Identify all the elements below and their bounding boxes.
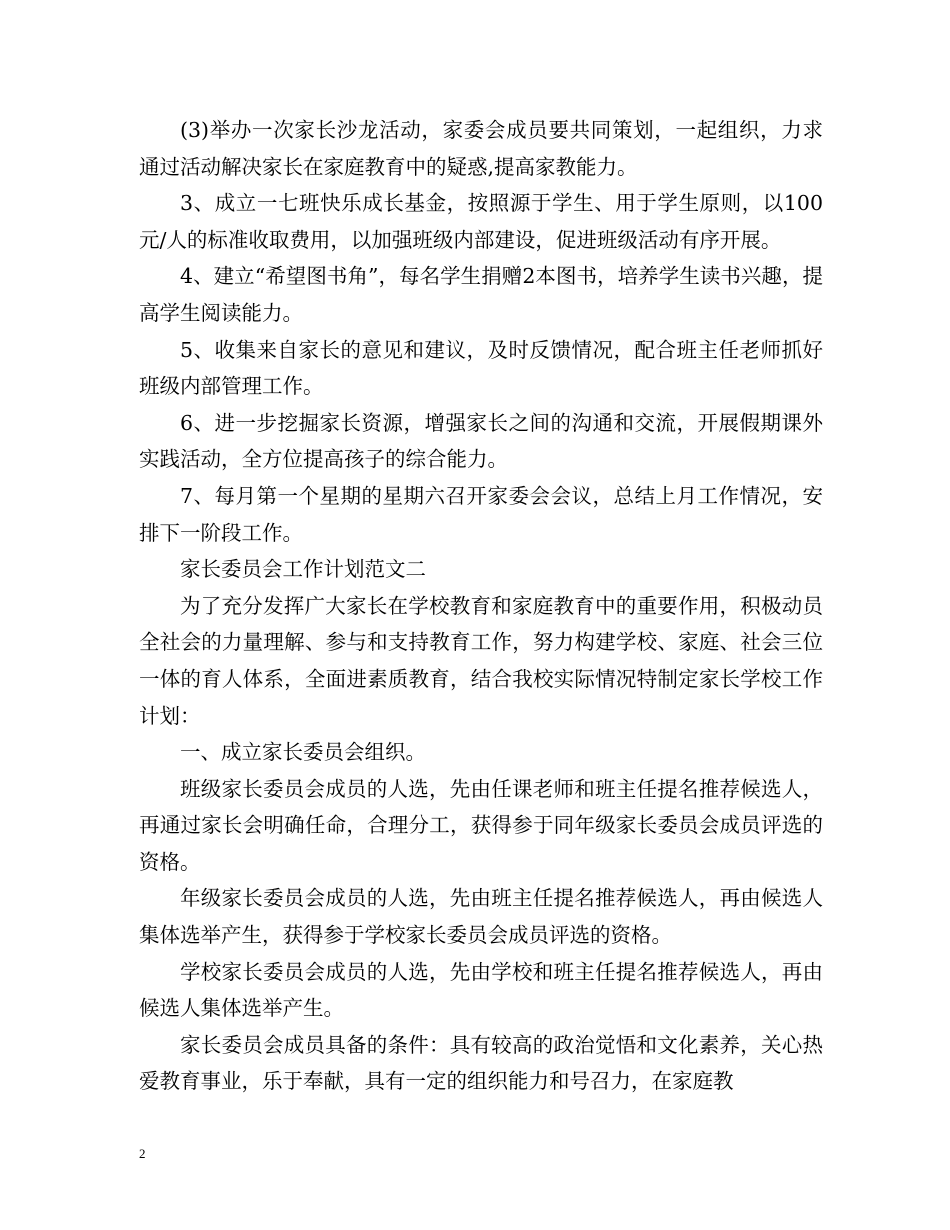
page-number: 2 <box>139 1146 146 1161</box>
paragraph-feedback: 5、收集来自家长的意见和建议，及时反馈情况，配合班主任老师抓好班级内部管理工作。 <box>139 337 823 399</box>
paragraph-member-conditions: 家长委员会成员具备的条件：具有较高的政治觉悟和文化素养，关心热爱教育事业，乐于奉献，具有一定的组织能力和号召力，在家庭教 <box>139 1032 823 1094</box>
paragraph-grade-committee: 年级家长委员会成员的人选，先由班主任提名推荐候选人，再由候选人集体选举产生，获得参于学校家长委员会成员评选的资格。 <box>139 886 823 948</box>
paragraph-school-committee: 学校家长委员会成员的人选，先由学校和班主任提名推荐候选人，再由候选人集体选举产生。 <box>139 959 823 1021</box>
paragraph-monthly-meeting: 7、每月第一个星期的星期六召开家委会会议，总结上月工作情况，安排下一阶段工作。 <box>139 483 823 545</box>
paragraph-book-corner: 4、建立“希望图书角”，每名学生捐赠2本图书，培养学生读书兴趣，提高学生阅读能力。 <box>139 264 823 325</box>
paragraph-growth-fund: 3、成立一七班快乐成长基金，按照源于学生、用于学生原则，以100元/人的标准收取费用，以加强班级内部建设，促进班级活动有序开展。 <box>139 191 823 252</box>
paragraph-parent-resources: 6、进一步挖掘家长资源，增强家长之间的沟通和交流，开展假期课外实践活动，全方位提高孩子的综合能力。 <box>139 410 823 472</box>
paragraph-introduction: 为了充分发挥广大家长在学校教育和家庭教育中的重要作用，积极动员全社会的力量理解、参与和支持教育工作，努力构建学校、家庭、社会三位一体的育人体系，全面进素质教育，结合我校实际情况特制定家长学校工作计划： <box>139 593 823 728</box>
document-body <box>139 112 823 1100</box>
section-heading-committee: 一、成立家长委员会组织。 <box>180 740 426 765</box>
paragraph-class-committee: 班级家长委员会成员的人选，先由任课老师和班主任提名推荐候选人，再通过家长会明确任命，合理分工，获得参于同年级家长委员会成员评选的资格。 <box>139 776 823 874</box>
section-heading-sample-two: 家长委员会工作计划范文二 <box>180 557 426 582</box>
paragraph-salon-activity: (3)举办一次家长沙龙活动，家委会成员要共同策划，一起组织，力求通过活动解决家长在家庭教育中的疑惑,提高家教能力。 <box>139 118 823 179</box>
